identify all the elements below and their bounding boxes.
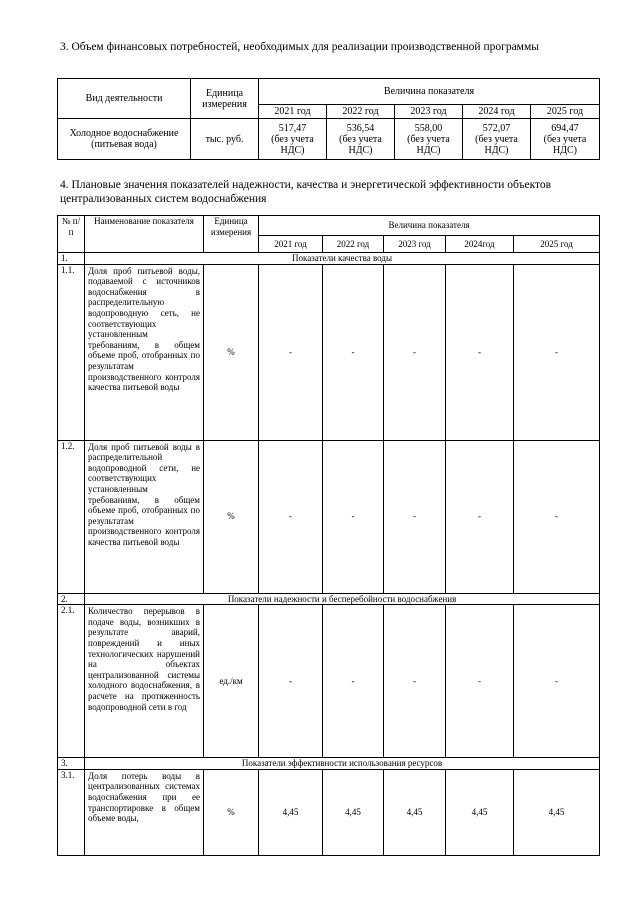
group-number: 3. [58,758,85,770]
col-unit-header: Единица измерения [191,79,259,119]
value-cell: - [323,440,384,593]
value-cell: - [446,264,514,440]
col-unit-header: Единица измерения [204,216,259,253]
value-cell: - [446,605,514,758]
group-title: Показатели эффективности использования ресурсов [85,758,600,770]
value-cell: 572,07 (без учета НДС) [463,119,531,160]
group-number: 2. [58,593,85,605]
value-cell: 694,47 (без учета НДС) [531,119,600,160]
indicators-table [57,215,600,856]
section-4-heading: 4. Плановые значения показателей надежности, качества и энергетической эффективности объектов централизованных систем водоснабжения [60,179,552,205]
col-value-header: Величина показателя [259,216,600,236]
value-cell: 4,45 [259,769,323,855]
value-cell: - [384,264,446,440]
indicator-name: Доля потерь воды в централизованных системах водоснабжения при ее транспортировке в общем объеме воды, [85,769,204,855]
value-cell: 558,00 (без учета НДС) [395,119,463,160]
unit-cell: % [204,769,259,855]
col-activity-header: Вид деятельности [58,79,191,119]
year-header: 2025 год [514,236,600,253]
year-header: 2024год [446,236,514,253]
group-title: Показатели качества воды [85,253,600,265]
value-cell: 4,45 [384,769,446,855]
row-number: 1.2. [58,440,85,593]
year-header: 2022 год [327,105,395,119]
year-header: 2022 год [323,236,384,253]
group-title: Показатели надежности и бесперебойности водоснабжения [85,593,600,605]
unit-cell: % [204,440,259,593]
unit-cell: ед./км [204,605,259,758]
year-header: 2023 год [395,105,463,119]
value-cell: - [514,440,600,593]
group-number: 1. [58,253,85,265]
activity-cell: Холодное водоснабжение (питьевая вода) [58,119,191,160]
col-name-header: Наименование показателя [85,216,204,253]
value-cell: 4,45 [323,769,384,855]
year-header: 2021 год [259,236,323,253]
value-cell: 536,54 (без учета НДС) [327,119,395,160]
section-3-heading: 3. Объем финансовых потребностей, необходимых для реализации производственной программы [60,41,539,53]
col-value-header: Величина показателя [259,79,600,105]
value-cell: - [259,605,323,758]
value-cell: - [323,605,384,758]
value-cell: 517,47 (без учета НДС) [259,119,327,160]
unit-cell: тыс. руб. [191,119,259,160]
row-number: 2.1. [58,605,85,758]
value-cell: - [514,605,600,758]
indicator-name: Доля проб питьевой воды в распределительной водопроводной сети, не соответствующих установленным требованиям, в общем объеме проб, отобранных по результатам производственного контроля качества питьевой воды [85,440,204,593]
year-header: 2025 год [531,105,600,119]
indicator-name: Доля проб питьевой воды, подаваемой с источников водоснабжения в распределительную водопроводную сеть, не соответствующих установленным требованиям, в общем объеме проб, отобранных по результатам производственного контроля качества питьевой воды [85,264,204,440]
indicator-name: Количество перерывов в подаче воды, возникших в результате аварий, повреждений и иных технологических нарушений на объектах централизованной системы холодного водоснабжения, в расчете на протяженность водопроводной сети в год [85,605,204,758]
year-header: 2024 год [463,105,531,119]
value-cell: 4,45 [446,769,514,855]
row-number: 3.1. [58,769,85,855]
value-cell: - [323,264,384,440]
financial-needs-table [57,78,600,160]
unit-cell: % [204,264,259,440]
value-cell: - [384,605,446,758]
col-num-header: № п/п [58,216,85,253]
value-cell: - [384,440,446,593]
value-cell: - [514,264,600,440]
row-number: 1.1. [58,264,85,440]
value-cell: - [259,440,323,593]
value-cell: 4,45 [514,769,600,855]
year-header: 2021 год [259,105,327,119]
value-cell: - [446,440,514,593]
year-header: 2023 год [384,236,446,253]
value-cell: - [259,264,323,440]
